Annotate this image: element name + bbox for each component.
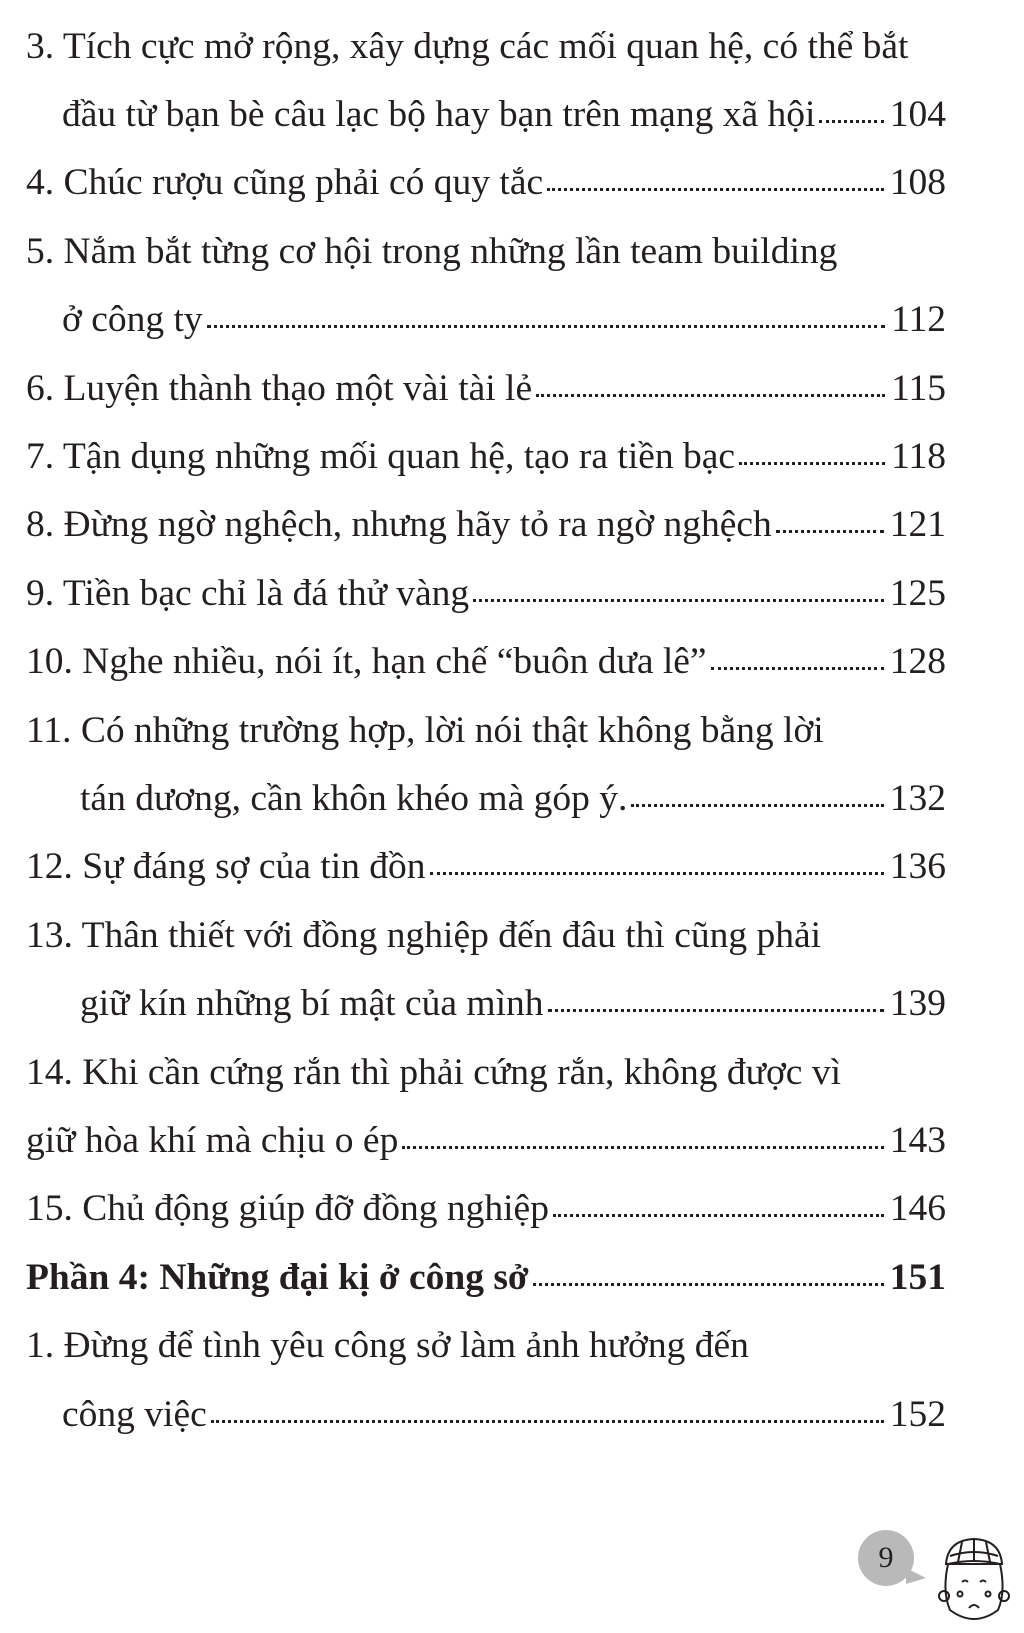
dot-leader <box>533 1283 884 1286</box>
toc-entry <box>26 491 946 559</box>
toc-entry-page: 128 <box>889 641 946 683</box>
toc-entry-title: 12. Sự đáng sợ của tin đồn <box>26 846 426 888</box>
toc-entry-page: 108 <box>889 162 946 204</box>
toc-entry-page: 112 <box>891 299 946 341</box>
dot-leader <box>211 1420 884 1423</box>
toc-entry-page: 143 <box>889 1119 946 1161</box>
toc-entry-title: 9. Tiền bạc chỉ là đá thử vàng <box>26 572 470 614</box>
toc-entry-page: 136 <box>889 846 946 888</box>
toc-entry-title: giữ hòa khí mà chịu o ép <box>26 1119 399 1161</box>
toc-entry <box>26 764 946 832</box>
toc-entry-title: tán dương, cần khôn khéo mà góp ý. <box>80 777 628 819</box>
toc-entry-title: 4. Chúc rượu cũng phải có quy tắc <box>26 162 544 204</box>
toc-entry <box>26 422 946 490</box>
toc-entry <box>26 559 946 627</box>
toc-entry-page: 104 <box>889 94 946 136</box>
toc-entry-title: giữ kín những bí mật của mình <box>80 983 544 1025</box>
page-number-bubble <box>858 1530 914 1586</box>
toc-entry <box>26 901 946 969</box>
toc-entry <box>26 1106 946 1174</box>
speech-bubble-tail <box>906 1568 926 1584</box>
toc-entry-title: ở công ty <box>62 299 203 341</box>
toc-entry <box>26 286 946 354</box>
toc-entry-page: 151 <box>889 1256 946 1298</box>
toc-entry-title: 8. Đừng ngờ nghệch, nhưng hãy tỏ ra ngờ nghệch <box>26 504 772 546</box>
toc-entry <box>26 12 946 80</box>
toc-entry <box>26 217 946 285</box>
dot-leader <box>553 1214 884 1217</box>
toc-entry-title: 5. Nắm bắt từng cơ hội trong những lần team building <box>26 230 838 272</box>
toc-entry-page: 121 <box>889 504 946 546</box>
toc-entry-title: 6. Luyện thành thạo một vài tài lẻ <box>26 367 533 409</box>
dot-leader <box>536 394 885 397</box>
toc-entry-title: 1. Đừng để tình yêu công sở làm ảnh hưởng đến <box>26 1325 749 1367</box>
toc-entry-title: Phần 4: Những đại kị ở công sở <box>26 1256 529 1298</box>
toc-entry-title: 11. Có những trường hợp, lời nói thật không bằng lời <box>26 709 824 751</box>
dot-leader <box>819 120 883 123</box>
table-of-contents <box>26 12 946 1448</box>
toc-entry-title: đầu từ bạn bè câu lạc bộ hay bạn trên mạng xã hội <box>62 94 816 136</box>
toc-entry <box>26 1311 946 1379</box>
dot-leader <box>776 530 884 533</box>
toc-section-heading <box>26 1243 946 1311</box>
toc-entry <box>26 80 946 148</box>
toc-entry-title: 7. Tận dụng những mối quan hệ, tạo ra tiền bạc <box>26 436 736 478</box>
toc-entry <box>26 833 946 901</box>
toc-entry-title: 15. Chủ động giúp đỡ đồng nghiệp <box>26 1188 549 1230</box>
toc-entry <box>26 354 946 422</box>
toc-entry-title: 13. Thân thiết với đồng nghiệp đến đâu thì cũng phải <box>26 914 822 956</box>
toc-entry-title: 14. Khi cần cứng rắn thì phải cứng rắn, không được vì <box>26 1051 841 1093</box>
dot-leader <box>207 325 885 328</box>
toc-entry-title: công việc <box>62 1393 207 1435</box>
toc-entry-page: 125 <box>889 572 946 614</box>
toc-entry <box>26 1175 946 1243</box>
dot-leader <box>547 188 884 191</box>
toc-entry-page: 152 <box>889 1393 946 1435</box>
toc-entry-page: 139 <box>889 983 946 1025</box>
toc-entry <box>26 628 946 696</box>
toc-entry-title: 3. Tích cực mở rộng, xây dựng các mối quan hệ, có thể bắt <box>26 25 909 67</box>
toc-entry <box>26 149 946 217</box>
toc-entry-page: 132 <box>889 777 946 819</box>
toc-entry <box>26 1380 946 1448</box>
toc-entry-page: 115 <box>891 367 946 409</box>
toc-entry-page: 146 <box>889 1188 946 1230</box>
cartoon-face-icon <box>936 1534 1012 1629</box>
toc-entry-title: 10. Nghe nhiều, nói ít, hạn chế “buôn dưa lê” <box>26 641 707 683</box>
dot-leader <box>739 462 885 465</box>
toc-entry <box>26 969 946 1037</box>
dot-leader <box>430 872 884 875</box>
toc-entry <box>26 1038 946 1106</box>
dot-leader <box>402 1146 883 1149</box>
toc-entry <box>26 696 946 764</box>
page-number: 9 <box>878 1541 894 1574</box>
toc-entry-page: 118 <box>891 436 946 478</box>
dot-leader <box>711 667 884 670</box>
dot-leader <box>473 599 884 602</box>
dot-leader <box>548 1009 884 1012</box>
dot-leader <box>631 804 883 807</box>
